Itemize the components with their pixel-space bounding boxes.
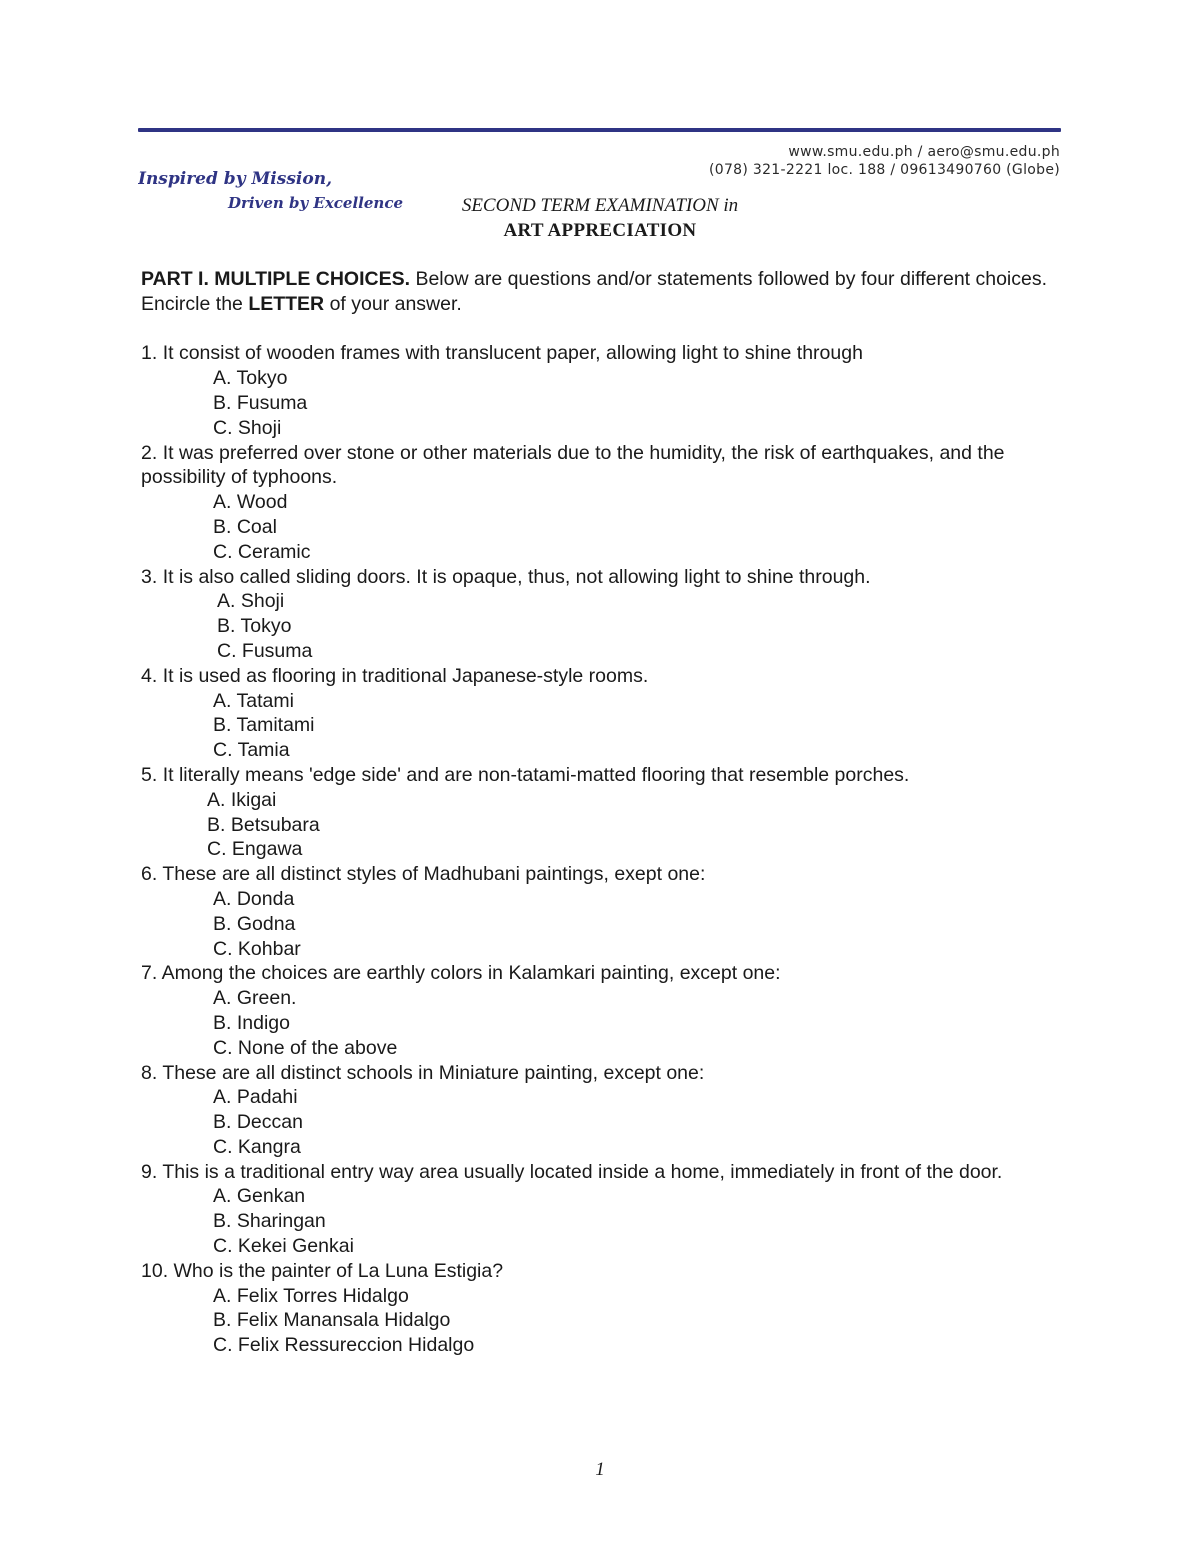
question-stem: These are all distinct schools in Miniature painting, except one: [162,1061,705,1084]
question-item [141,565,1066,664]
question-number: 5. [141,763,163,786]
question-item [141,862,1066,961]
question-text [141,441,1066,491]
answer-option: A. Tatami [213,689,294,712]
contact-info [709,143,1060,179]
question-text [141,565,1066,590]
answer-option: C. Kohbar [213,937,301,960]
header-rule [138,128,1061,132]
question-item [141,1160,1066,1259]
question-text [141,763,1066,788]
answer-option: B. Tamitami [213,714,315,737]
letter-word: LETTER [248,292,325,315]
instructions-text-2: of your answer. [324,292,462,315]
question-list [141,341,1066,1358]
question-number: 9. [141,1160,163,1183]
answer-option: B. Indigo [213,1011,290,1034]
question-stem: Who is the painter of La Luna Estigia? [173,1259,504,1282]
answer-option: B. Sharingan [213,1210,326,1233]
question-number: 3. [141,565,163,588]
answer-option: C. Kekei Genkai [213,1235,354,1258]
answer-option: A. Wood [213,491,288,514]
answer-option: B. Coal [213,515,277,538]
question-number: 6. [141,863,163,886]
answer-option: A. Ikigai [207,788,277,811]
answer-option: B. Deccan [213,1111,303,1134]
answer-option: C. Felix Ressureccion Hidalgo [213,1334,475,1357]
question-stem: It is also called sliding doors. It is opaque, thus, not allowing light to shine through. [162,565,871,588]
answer-option: B. Fusuma [213,391,308,414]
question-item [141,664,1066,763]
answer-option: C. Engawa [207,838,303,861]
answer-option: C. None of the above [213,1036,398,1059]
question-stem: It is used as flooring in traditional Japanese-style rooms. [162,664,649,687]
question-item [141,763,1066,862]
answer-option: A. Genkan [213,1185,306,1208]
question-item [141,1259,1066,1358]
answer-option: B. Betsubara [207,813,320,836]
question-text [141,961,1066,986]
question-text [141,341,1066,366]
answer-option: C. Ceramic [213,540,311,563]
question-number: 4. [141,664,163,687]
question-text [141,664,1066,689]
question-number: 1. [141,342,163,365]
answer-option: A. Tokyo [213,367,288,390]
answer-option: B. Tokyo [217,615,292,638]
question-item [141,1061,1066,1160]
question-stem: It consist of wooden frames with translucent paper, allowing light to shine through [162,342,863,365]
contact-web-email: www.smu.edu.ph / aero@smu.edu.ph [788,144,1060,160]
answer-option: C. Shoji [213,416,282,439]
answer-option: A. Green. [213,987,297,1010]
question-stem: It was preferred over stone or other materials due to the humidity, the risk of earthquakes, and the possibility of typhoons. [141,441,1005,489]
question-text [141,1061,1066,1086]
answer-option: A. Felix Torres Hidalgo [213,1284,409,1307]
slogan-line1: Inspired by Mission, [138,169,332,189]
contact-phone: (078) 321-2221 loc. 188 / 09613490760 (Globe) [709,162,1060,178]
question-number: 8. [141,1061,163,1084]
question-stem: Among the choices are earthly colors in Kalamkari painting, except one: [161,962,781,985]
question-item [141,441,1066,565]
exam-content [141,267,1066,1358]
slogan-line2: Driven by Excellence [228,194,403,212]
question-text [141,862,1066,887]
question-number: 7. [141,962,162,985]
answer-option: C. Fusuma [217,639,313,662]
answer-option: B. Godna [213,912,296,935]
question-stem: This is a traditional entry way area usually located inside a home, immediately in front of the door. [162,1160,1003,1183]
question-item [141,341,1066,440]
question-item [141,961,1066,1060]
question-stem: These are all distinct styles of Madhubani paintings, exept one: [162,863,706,886]
instructions [141,267,1066,317]
answer-option: C. Kangra [213,1135,301,1158]
question-number: 2. [141,441,163,464]
answer-option: A. Shoji [217,590,285,613]
question-stem: It literally means 'edge side' and are non-tatami-matted flooring that resemble porches. [162,763,910,786]
page-number: 1 [595,1459,605,1480]
question-text [141,1160,1066,1185]
answer-option: A. Donda [213,887,295,910]
exam-title: SECOND TERM EXAMINATION in [461,195,739,216]
instructions-text-1: Below are questions and/or statements followed by four different choices. Encircle the [141,268,1048,315]
part-label: PART I. MULTIPLE CHOICES. [141,268,411,290]
question-text [141,1259,1066,1284]
answer-option: A. Padahi [213,1086,298,1109]
subject-title: ART APPRECIATION [503,220,697,241]
answer-option: B. Felix Manansala Hidalgo [213,1309,451,1332]
answer-option: C. Tamia [213,739,290,762]
question-number: 10. [141,1259,174,1282]
